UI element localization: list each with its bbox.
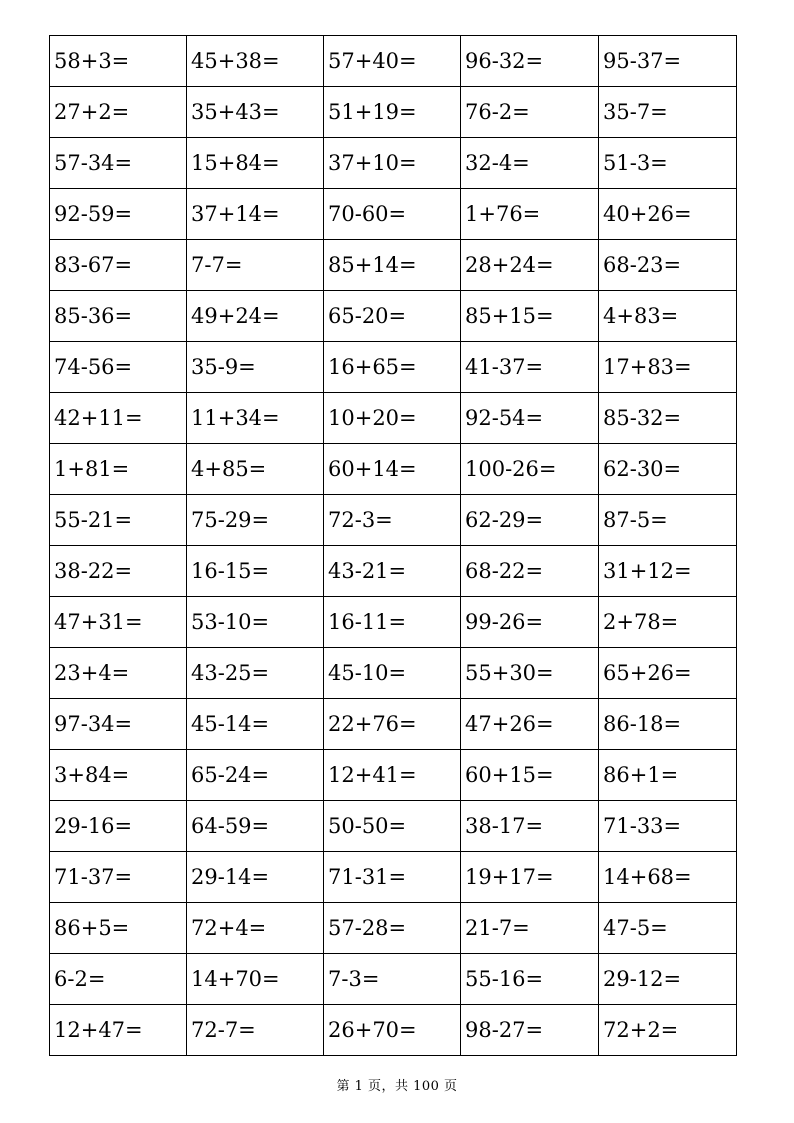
problem-cell: 31+12= bbox=[599, 546, 737, 597]
problem-cell: 45-14= bbox=[187, 699, 324, 750]
problem-cell: 85+14= bbox=[324, 240, 461, 291]
problem-cell: 16-15= bbox=[187, 546, 324, 597]
table-row bbox=[50, 801, 737, 852]
table-row bbox=[50, 852, 737, 903]
table-row bbox=[50, 495, 737, 546]
problem-cell: 22+76= bbox=[324, 699, 461, 750]
problem-cell: 45-10= bbox=[324, 648, 461, 699]
problem-cell: 43-21= bbox=[324, 546, 461, 597]
problem-cell: 74-56= bbox=[50, 342, 187, 393]
problem-cell: 16+65= bbox=[324, 342, 461, 393]
problem-cell: 62-29= bbox=[461, 495, 599, 546]
problem-cell: 96-32= bbox=[461, 36, 599, 87]
problem-cell: 35+43= bbox=[187, 87, 324, 138]
problem-cell: 86+5= bbox=[50, 903, 187, 954]
problem-cell: 51-3= bbox=[599, 138, 737, 189]
table-row bbox=[50, 750, 737, 801]
problem-cell: 53-10= bbox=[187, 597, 324, 648]
problem-cell: 14+70= bbox=[187, 954, 324, 1005]
problem-cell: 15+84= bbox=[187, 138, 324, 189]
problem-cell: 83-67= bbox=[50, 240, 187, 291]
table-row bbox=[50, 1005, 737, 1056]
problem-cell: 37+10= bbox=[324, 138, 461, 189]
problem-cell: 68-22= bbox=[461, 546, 599, 597]
problem-cell: 76-2= bbox=[461, 87, 599, 138]
problem-cell: 62-30= bbox=[599, 444, 737, 495]
problem-cell: 47+26= bbox=[461, 699, 599, 750]
problem-cell: 65-24= bbox=[187, 750, 324, 801]
problem-cell: 72+2= bbox=[599, 1005, 737, 1056]
problem-cell: 32-4= bbox=[461, 138, 599, 189]
problem-cell: 71-33= bbox=[599, 801, 737, 852]
table-row bbox=[50, 87, 737, 138]
problem-cell: 71-37= bbox=[50, 852, 187, 903]
problem-cell: 28+24= bbox=[461, 240, 599, 291]
problem-cell: 85+15= bbox=[461, 291, 599, 342]
problem-cell: 27+2= bbox=[50, 87, 187, 138]
problem-cell: 57+40= bbox=[324, 36, 461, 87]
problem-cell: 51+19= bbox=[324, 87, 461, 138]
problem-cell: 72+4= bbox=[187, 903, 324, 954]
problem-cell: 87-5= bbox=[599, 495, 737, 546]
problem-cell: 26+70= bbox=[324, 1005, 461, 1056]
problem-cell: 86-18= bbox=[599, 699, 737, 750]
problem-cell: 55-16= bbox=[461, 954, 599, 1005]
problem-cell: 50-50= bbox=[324, 801, 461, 852]
problem-cell: 47+31= bbox=[50, 597, 187, 648]
problem-cell: 1+76= bbox=[461, 189, 599, 240]
problem-cell: 17+83= bbox=[599, 342, 737, 393]
table-row bbox=[50, 189, 737, 240]
problem-cell: 65+26= bbox=[599, 648, 737, 699]
problem-cell: 1+81= bbox=[50, 444, 187, 495]
problem-cell: 55+30= bbox=[461, 648, 599, 699]
problem-cell: 92-59= bbox=[50, 189, 187, 240]
table-row bbox=[50, 291, 737, 342]
problem-cell: 100-26= bbox=[461, 444, 599, 495]
problem-cell: 7-3= bbox=[324, 954, 461, 1005]
problem-cell: 64-59= bbox=[187, 801, 324, 852]
problem-cell: 57-34= bbox=[50, 138, 187, 189]
problem-cell: 60+15= bbox=[461, 750, 599, 801]
problem-cell: 38-17= bbox=[461, 801, 599, 852]
table-row bbox=[50, 240, 737, 291]
problem-cell: 14+68= bbox=[599, 852, 737, 903]
table-row bbox=[50, 699, 737, 750]
problem-cell: 19+17= bbox=[461, 852, 599, 903]
problem-cell: 35-9= bbox=[187, 342, 324, 393]
problem-cell: 45+38= bbox=[187, 36, 324, 87]
table-row bbox=[50, 954, 737, 1005]
problem-cell: 16-11= bbox=[324, 597, 461, 648]
problem-cell: 57-28= bbox=[324, 903, 461, 954]
problem-cell: 97-34= bbox=[50, 699, 187, 750]
arithmetic-worksheet-table bbox=[49, 35, 737, 1056]
table-row bbox=[50, 342, 737, 393]
problem-cell: 12+47= bbox=[50, 1005, 187, 1056]
problem-cell: 58+3= bbox=[50, 36, 187, 87]
table-row bbox=[50, 903, 737, 954]
table-row bbox=[50, 138, 737, 189]
problem-cell: 10+20= bbox=[324, 393, 461, 444]
problem-cell: 55-21= bbox=[50, 495, 187, 546]
table-row bbox=[50, 546, 737, 597]
problem-cell: 40+26= bbox=[599, 189, 737, 240]
problem-cell: 86+1= bbox=[599, 750, 737, 801]
problem-cell: 71-31= bbox=[324, 852, 461, 903]
problem-cell: 3+84= bbox=[50, 750, 187, 801]
problem-cell: 12+41= bbox=[324, 750, 461, 801]
problem-cell: 70-60= bbox=[324, 189, 461, 240]
table-row bbox=[50, 393, 737, 444]
problem-cell: 60+14= bbox=[324, 444, 461, 495]
problem-cell: 42+11= bbox=[50, 393, 187, 444]
problem-cell: 85-36= bbox=[50, 291, 187, 342]
problem-cell: 98-27= bbox=[461, 1005, 599, 1056]
problem-cell: 4+83= bbox=[599, 291, 737, 342]
problem-cell: 72-7= bbox=[187, 1005, 324, 1056]
worksheet-body bbox=[50, 36, 737, 1056]
problem-cell: 6-2= bbox=[50, 954, 187, 1005]
problem-cell: 41-37= bbox=[461, 342, 599, 393]
problem-cell: 38-22= bbox=[50, 546, 187, 597]
problem-cell: 75-29= bbox=[187, 495, 324, 546]
problem-cell: 37+14= bbox=[187, 189, 324, 240]
problem-cell: 92-54= bbox=[461, 393, 599, 444]
problem-cell: 23+4= bbox=[50, 648, 187, 699]
problem-cell: 43-25= bbox=[187, 648, 324, 699]
problem-cell: 11+34= bbox=[187, 393, 324, 444]
table-row bbox=[50, 597, 737, 648]
problem-cell: 65-20= bbox=[324, 291, 461, 342]
table-row bbox=[50, 36, 737, 87]
problem-cell: 7-7= bbox=[187, 240, 324, 291]
problem-cell: 95-37= bbox=[599, 36, 737, 87]
problem-cell: 68-23= bbox=[599, 240, 737, 291]
problem-cell: 29-16= bbox=[50, 801, 187, 852]
problem-cell: 47-5= bbox=[599, 903, 737, 954]
table-row bbox=[50, 444, 737, 495]
problem-cell: 99-26= bbox=[461, 597, 599, 648]
problem-cell: 85-32= bbox=[599, 393, 737, 444]
problem-cell: 72-3= bbox=[324, 495, 461, 546]
table-row bbox=[50, 648, 737, 699]
problem-cell: 49+24= bbox=[187, 291, 324, 342]
page-number-footer: 第 1 页，共 100 页 bbox=[336, 1079, 458, 1094]
problem-cell: 4+85= bbox=[187, 444, 324, 495]
problem-cell: 2+78= bbox=[599, 597, 737, 648]
problem-cell: 29-14= bbox=[187, 852, 324, 903]
problem-cell: 21-7= bbox=[461, 903, 599, 954]
problem-cell: 29-12= bbox=[599, 954, 737, 1005]
problem-cell: 35-7= bbox=[599, 87, 737, 138]
